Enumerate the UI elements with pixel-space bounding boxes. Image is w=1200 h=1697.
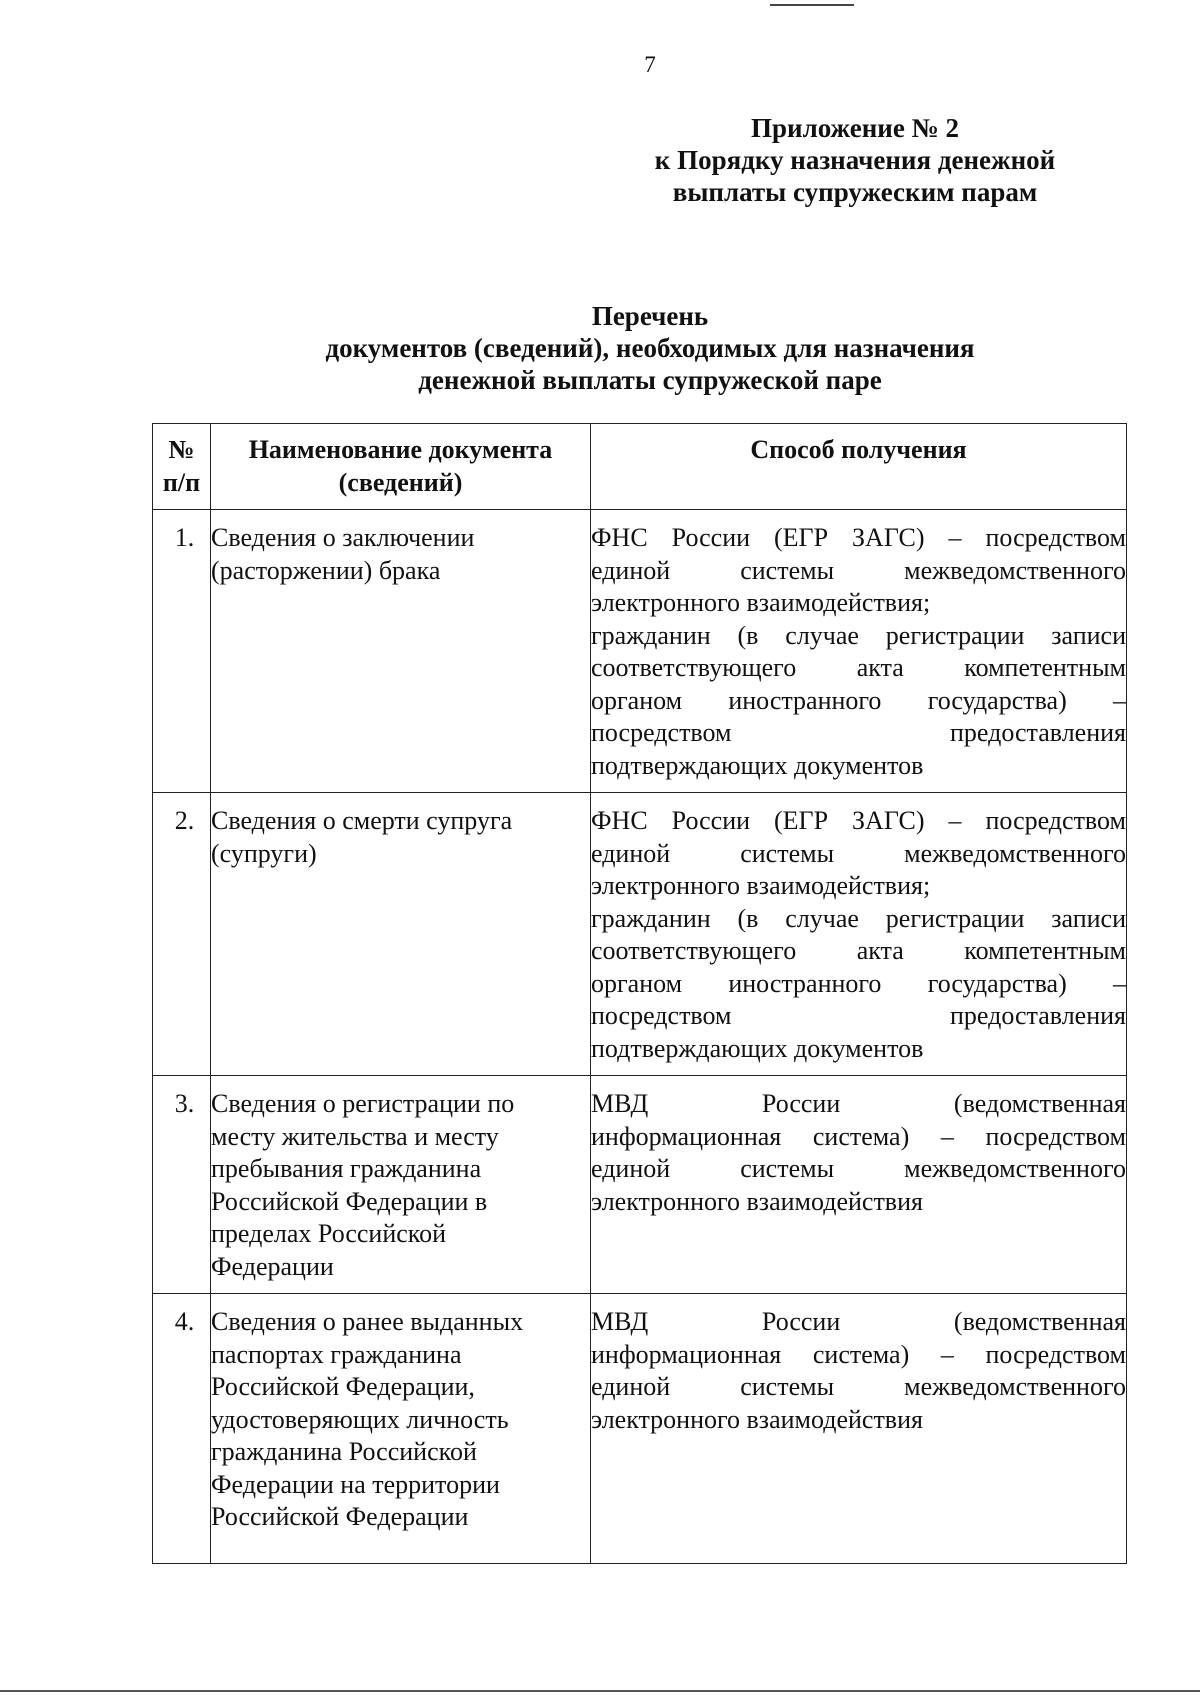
method-line: соответствующего акта компетентным <box>591 936 1126 965</box>
document-name-line: Сведения о ранее выданных <box>211 1307 524 1336</box>
method-line: гражданин (в случае регистрации записи <box>591 903 1126 933</box>
header-name-line: Наименование документа <box>248 435 553 464</box>
document-name-cell <box>211 1076 591 1294</box>
document-name-line: Сведения о регистрации по <box>211 1089 515 1118</box>
document-name-cell <box>211 1294 591 1564</box>
row-number: 3. <box>174 1089 195 1118</box>
list-heading-line: документов (сведений), необходимых для назначения <box>325 333 975 363</box>
method-line: единой системы межведомственного <box>591 1154 1126 1183</box>
method-line: органом иностранного государства) – <box>591 685 1126 715</box>
appendix-line: к Порядку назначения денежной <box>654 145 1056 175</box>
table-row <box>153 1076 1127 1294</box>
method-line: подтверждающих документов <box>591 750 924 780</box>
document-name-line: удостоверяющих личность <box>211 1404 509 1434</box>
method-line: ФНС России (ЕГР ЗАГС) – посредством <box>591 523 1126 552</box>
document-name-line: (расторжении) брака <box>211 555 441 585</box>
method-line: информационная система) – посредством <box>591 1121 1126 1151</box>
method-line: посредством предоставления <box>591 1001 1126 1030</box>
method-cell <box>591 793 1127 1076</box>
row-number: 2. <box>174 806 195 835</box>
document-name-line: Российской Федерации в <box>211 1186 488 1216</box>
row-number-cell <box>153 1294 211 1564</box>
header-name-line: (сведений) <box>338 467 463 497</box>
document-name-cell <box>211 510 591 793</box>
table-header-row <box>153 424 1127 510</box>
top-rule <box>770 4 854 6</box>
method-line: ФНС России (ЕГР ЗАГС) – посредством <box>591 806 1126 835</box>
method-line: МВД России (ведомственная <box>591 1089 1126 1118</box>
method-line: информационная система) – посредством <box>591 1339 1126 1369</box>
document-name-line: Российской Федерации <box>211 1502 469 1531</box>
table-row <box>153 1294 1127 1564</box>
header-method <box>591 424 1127 510</box>
method-line: электронного взаимодействия; <box>591 871 931 900</box>
method-line: электронного взаимодействия <box>591 1404 923 1434</box>
document-name-line: Российской Федерации, <box>211 1372 475 1401</box>
method-line: подтверждающих документов <box>591 1033 924 1063</box>
header-document-name <box>211 424 591 510</box>
method-line: органом иностранного государства) – <box>591 968 1126 998</box>
method-cell <box>591 1076 1127 1294</box>
document-name-cell <box>211 793 591 1076</box>
method-line: единой системы межведомственного <box>591 1372 1126 1401</box>
appendix-line: выплаты супружеским парам <box>672 177 1038 207</box>
page-number: 7 <box>644 52 656 77</box>
list-heading <box>150 300 1150 396</box>
row-number: 4. <box>174 1307 195 1336</box>
row-number-cell <box>153 1076 211 1294</box>
header-num-abbr: п/п <box>162 467 201 497</box>
method-line: посредством предоставления <box>591 718 1126 747</box>
method-line: электронного взаимодействия; <box>591 588 931 617</box>
header-method-label: Способ получения <box>750 435 967 464</box>
row-number-cell <box>153 510 211 793</box>
appendix-block <box>600 112 1110 208</box>
method-line: МВД России (ведомственная <box>591 1307 1126 1336</box>
table-row <box>153 510 1127 793</box>
method-cell <box>591 1294 1127 1564</box>
document-name-line: (супруги) <box>211 838 317 868</box>
bottom-rule <box>0 1690 1200 1692</box>
document-name-line: Сведения о заключении <box>211 523 475 552</box>
header-num-symbol: № <box>168 435 195 464</box>
method-line: гражданин (в случае регистрации записи <box>591 620 1126 650</box>
document-name-line: гражданина Российской <box>211 1437 477 1466</box>
list-heading-title: Перечень <box>591 301 709 331</box>
method-line: единой системы межведомственного <box>591 838 1126 868</box>
row-number: 1. <box>174 523 195 552</box>
document-name-line: Федерации на территории <box>211 1469 500 1499</box>
document-name-line: паспортах гражданина <box>211 1339 462 1369</box>
method-cell <box>591 510 1127 793</box>
method-line: соответствующего акта компетентным <box>591 653 1126 682</box>
appendix-line: Приложение № 2 <box>751 113 959 143</box>
document-name-line: пребывания гражданина <box>211 1154 482 1183</box>
document-name-line: Сведения о смерти супруга <box>211 806 513 835</box>
list-heading-line: денежной выплаты супружеской паре <box>418 365 882 395</box>
table-body <box>153 510 1127 1564</box>
document-name-line: пределах Российской <box>211 1219 447 1248</box>
table-row <box>153 793 1127 1076</box>
document-name-line: Федерации <box>211 1251 334 1281</box>
header-num <box>153 424 211 510</box>
method-line: единой системы межведомственного <box>591 555 1126 585</box>
document-name-line: месту жительства и месту <box>211 1121 499 1151</box>
documents-table <box>152 423 1127 1564</box>
method-line: электронного взаимодействия <box>591 1186 923 1216</box>
row-number-cell <box>153 793 211 1076</box>
